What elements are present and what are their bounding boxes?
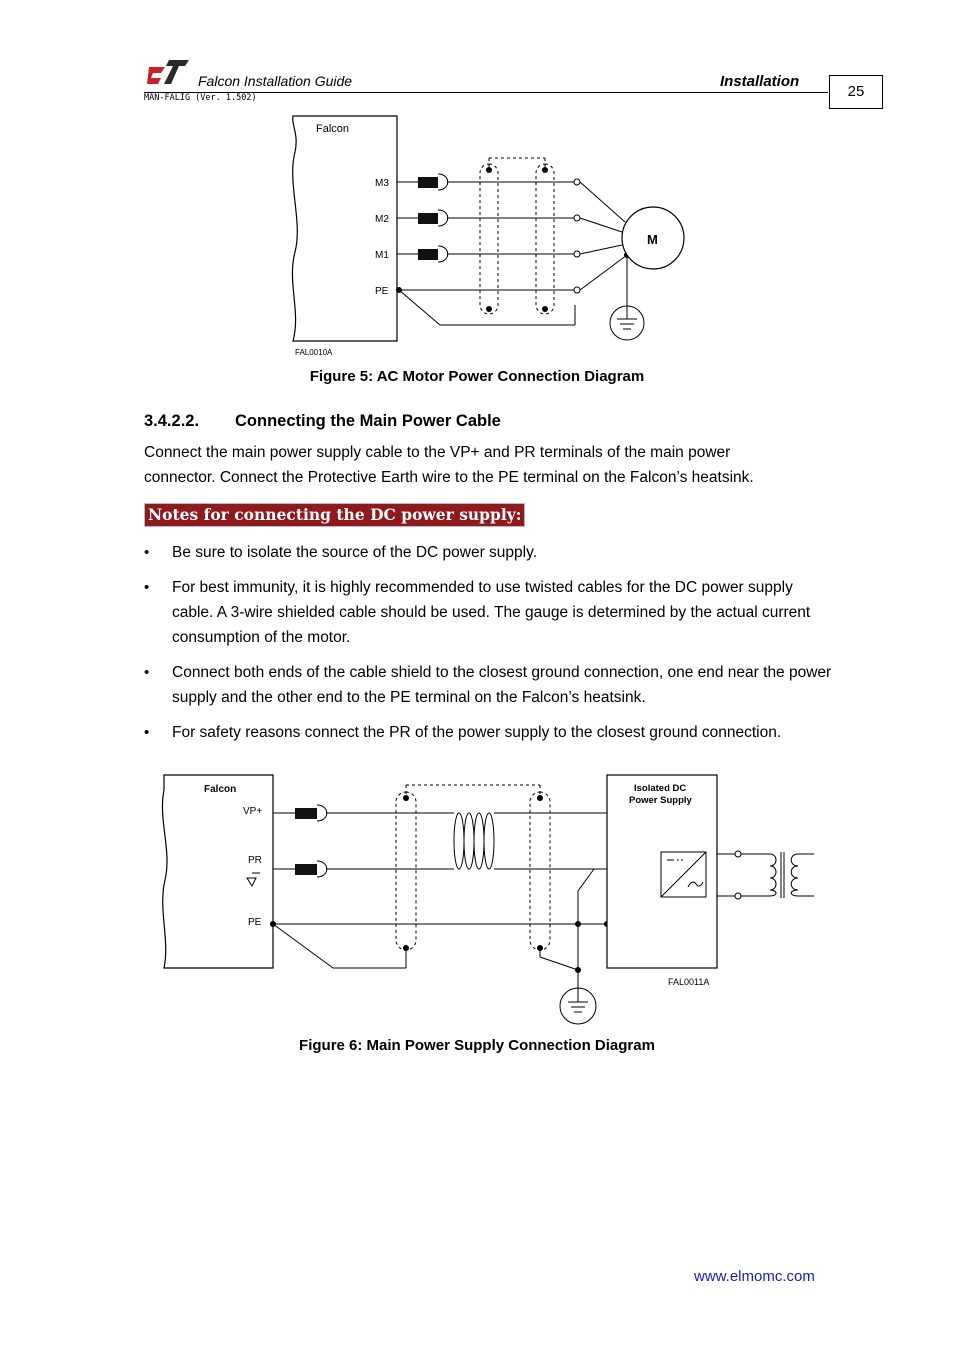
fig6-terminal-vp: VP+: [243, 806, 263, 817]
pr-ground-symbol: [247, 873, 260, 886]
fig6-code: FAL0011A: [668, 977, 710, 987]
psu-label-line2: Power Supply: [629, 795, 692, 806]
website-link[interactable]: www.elmomc.com: [694, 1268, 815, 1285]
fig5-ground-symbol: [610, 306, 644, 340]
ac-motor-diagram: [285, 112, 695, 362]
fig6-ground-symbol: [560, 970, 596, 1024]
motor-label: M: [647, 232, 658, 247]
doc-code: MAN-FALIG (Ver. 1.502): [144, 93, 257, 103]
section-title: Connecting the Main Power Cable: [235, 412, 501, 430]
fig5-falcon-label: Falcon: [316, 123, 350, 135]
company-logo: [147, 58, 189, 86]
main-power-diagram: [158, 770, 818, 1030]
note-heading: Notes for connecting the DC power supply:: [144, 503, 525, 527]
fig5-terminal-m1: M1: [375, 250, 389, 261]
fig5-code: FAL0010A: [295, 348, 333, 357]
paragraph-line-1: Connect the main power supply cable to the VP+ and PR terminals of the main power: [144, 444, 731, 461]
fig6-falcon-label: Falcon: [204, 784, 237, 795]
figure6-caption: Figure 6: Main Power Supply Connection Diagram: [299, 1037, 655, 1054]
fig5-connectors: [397, 174, 448, 262]
section-paragraph: [144, 440, 844, 490]
notes-list: [144, 540, 834, 755]
section-header: Installation: [720, 73, 800, 90]
fig6-terminal-pe: PE: [248, 917, 262, 928]
fig5-cable-shields: [480, 158, 554, 314]
fig6-wires: [273, 813, 640, 970]
fig5-terminal-pe: PE: [375, 286, 389, 297]
twisted-pair-symbol: [454, 813, 494, 869]
list-item: • For safety reasons connect the PR of the power supply to the closest ground connection.: [144, 720, 834, 745]
psu-label-line1: Isolated DC: [634, 783, 687, 794]
figure5-caption: Figure 5: AC Motor Power Connection Diagram: [309, 368, 645, 385]
list-item: • For best immunity, it is highly recommended to use twisted cables for the DC power supply cable. A 3-wire shielded cable should be used. The gauge is determined by the actual current consumption of the motor.: [144, 575, 834, 650]
fig5-terminal-m2: M2: [375, 214, 389, 225]
fig5-terminal-circles: [574, 179, 580, 293]
fig6-terminal-pr: PR: [248, 855, 262, 866]
list-item: • Connect both ends of the cable shield to the closest ground connection, one end near the power supply and the other end to the PE terminal on the Falcon’s heatsink.: [144, 660, 834, 710]
section-number: 3.4.2.2.: [144, 412, 200, 430]
dc-ac-converter-icon: [661, 852, 706, 897]
paragraph-line-2: connector. Connect the Protective Earth wire to the PE terminal on the Falcon’s heatsink.: [144, 469, 754, 486]
list-item: • Be sure to isolate the source of the DC power supply.: [144, 540, 834, 565]
fig6-cable-shields: [396, 785, 550, 950]
doc-title: Falcon Installation Guide: [198, 73, 353, 89]
page-number: 25: [829, 75, 883, 109]
fig5-terminal-m3: M3: [375, 178, 389, 189]
fig6-connectors: [273, 805, 327, 877]
transformer-symbol: [717, 851, 814, 899]
